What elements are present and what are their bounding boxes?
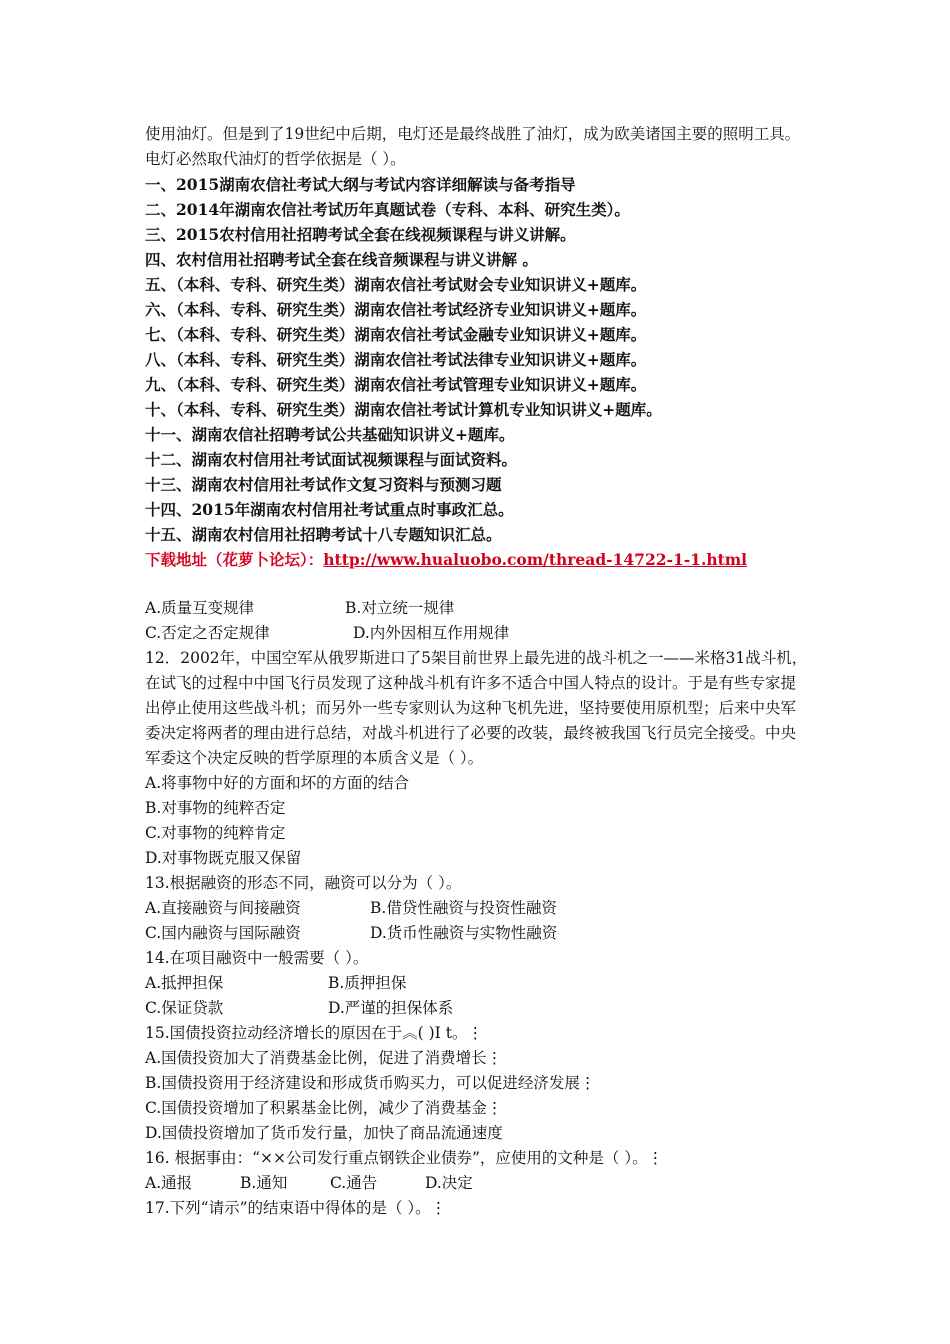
promo-item-3: 三、2015农村信用社招聘考试全套在线视频课程与讲义讲解。 bbox=[145, 225, 576, 244]
q16-stem: 16. 根据事由：“××公司发行重点钢铁企业债券”，应使用的文种是（ ）。⋮ bbox=[145, 1149, 664, 1167]
q12-stem: 12．2002年，中国空军从俄罗斯进口了5架目前世界上最先进的战斗机之一——米格31战斗机，在试飞的过程中中国飞行员发现了这种战斗机有许多不适合中国人特点的设计。于是有些专家提出停止使用这些战斗机；而另外一些专家则认为这种飞机先进，坚持要使用原机型；后来中央军委决定将两者的理由进行总结，对战斗机进行了必要的改装，最终被我国飞行员完全接受。中央军委这个决定反映的哲学原理的本质含义是（ ）。 bbox=[145, 649, 808, 767]
intro-paragraph: 使用油灯。但是到了19世纪中后期，电灯还是最终战胜了油灯，成为欧美诸国主要的照明工具。电灯必然取代油灯的哲学依据是（ ）。 bbox=[145, 125, 801, 168]
q11-option-d: D.内外因相互作用规律 bbox=[353, 624, 510, 642]
document-page bbox=[145, 122, 810, 1221]
promo-item-6: 六、（本科、专科、研究生类）湖南农信社考试经济专业知识讲义+题库。 bbox=[145, 300, 647, 319]
q16-option-a: A.通报 bbox=[145, 1174, 193, 1192]
q13-options-row-2 bbox=[145, 921, 810, 946]
download-line bbox=[145, 547, 810, 572]
spacer bbox=[145, 572, 810, 596]
promo-item-10: 十、（本科、专科、研究生类）湖南农信社考试计算机专业知识讲义+题库。 bbox=[145, 400, 662, 419]
promo-item-9: 九、（本科、专科、研究生类）湖南农信社考试管理专业知识讲义+题库。 bbox=[145, 375, 647, 394]
q14-option-d: D.严谨的担保体系 bbox=[328, 999, 454, 1017]
q15-option-a: A.国债投资加大了消费基金比例，促进了消费增长⋮ bbox=[145, 1049, 503, 1067]
q17-stem: 17.下列“请示”的结束语中得体的是（ ）。⋮ bbox=[145, 1199, 447, 1217]
q11-option-a: A.质量互变规律 bbox=[145, 599, 255, 617]
q14-option-b: B.质押担保 bbox=[328, 974, 407, 992]
q11-options-row-2 bbox=[145, 621, 810, 646]
q13-option-a: A.直接融资与间接融资 bbox=[145, 899, 301, 917]
q16-options-row bbox=[145, 1171, 810, 1196]
q15-option-d: D.国债投资增加了货币发行量，加快了商品流通速度 bbox=[145, 1124, 503, 1142]
promo-item-8: 八、（本科、专科、研究生类）湖南农信社考试法律专业知识讲义+题库。 bbox=[145, 350, 647, 369]
q13-option-d: D.货币性融资与实物性融资 bbox=[370, 924, 558, 942]
q14-options-row-2 bbox=[145, 996, 810, 1021]
q14-stem: 14.在项目融资中一般需要（ ）。 bbox=[145, 949, 369, 967]
promo-item-11: 十一、湖南农信社招聘考试公共基础知识讲义+题库。 bbox=[145, 425, 515, 444]
promo-item-7: 七、（本科、专科、研究生类）湖南农信社考试金融专业知识讲义+题库。 bbox=[145, 325, 647, 344]
promo-item-13: 十三、湖南农村信用社考试作文复习资料与预测习题 bbox=[145, 475, 502, 494]
promo-item-2: 二、2014年湖南农信社考试历年真题试卷（专科、本科、研究生类）。 bbox=[145, 200, 630, 219]
q13-options-row-1 bbox=[145, 896, 810, 921]
promo-item-5: 五、（本科、专科、研究生类）湖南农信社考试财会专业知识讲义+题库。 bbox=[145, 275, 647, 294]
q14-option-a: A.抵押担保 bbox=[145, 974, 224, 992]
q15-stem: 15.国债投资拉动经济增长的原因在于︽( )I t。⋮ bbox=[145, 1024, 483, 1042]
q11-option-b: B.对立统一规律 bbox=[345, 599, 455, 617]
q13-option-c: C.国内融资与国际融资 bbox=[145, 924, 301, 942]
q14-option-c: C.保证贷款 bbox=[145, 999, 224, 1017]
q12-option-a: A.将事物中好的方面和坏的方面的结合 bbox=[145, 774, 410, 792]
q16-option-d: D.决定 bbox=[425, 1174, 473, 1192]
q11-option-c: C.否定之否定规律 bbox=[145, 624, 270, 642]
q12-option-d: D.对事物既克服又保留 bbox=[145, 849, 302, 867]
q11-options-row-1 bbox=[145, 596, 810, 621]
promo-item-15: 十五、湖南农村信用社招聘考试十八专题知识汇总。 bbox=[145, 525, 502, 544]
promo-item-12: 十二、湖南农村信用社考试面试视频课程与面试资料。 bbox=[145, 450, 518, 469]
q16-option-b: B.通知 bbox=[240, 1174, 288, 1192]
promo-item-14: 十四、2015年湖南农村信用社考试重点时事政汇总。 bbox=[145, 500, 514, 519]
download-link[interactable]: http://www.hualuobo.com/thread-14722-1-1.html bbox=[323, 550, 748, 569]
q14-options-row-1 bbox=[145, 971, 810, 996]
q12-option-b: B.对事物的纯粹否定 bbox=[145, 799, 286, 817]
promo-list bbox=[145, 172, 810, 547]
promo-item-1: 一、2015湖南农信社考试大纲与考试内容详细解读与备考指导 bbox=[145, 175, 576, 194]
q15-option-c: C.国债投资增加了积累基金比例，减少了消费基金⋮ bbox=[145, 1099, 503, 1117]
q13-stem: 13.根据融资的形态不同，融资可以分为（ ）。 bbox=[145, 874, 462, 892]
download-label: 下载地址（花萝卜论坛）： bbox=[145, 550, 324, 569]
q15-option-b: B.国债投资用于经济建设和形成货币购买力，可以促进经济发展⋮ bbox=[145, 1074, 596, 1092]
q12-option-c: C.对事物的纯粹肯定 bbox=[145, 824, 286, 842]
q13-option-b: B.借贷性融资与投资性融资 bbox=[370, 899, 557, 917]
q16-option-c: C.通告 bbox=[330, 1174, 378, 1192]
promo-item-4: 四、农村信用社招聘考试全套在线音频课程与讲义讲解 。 bbox=[145, 250, 538, 269]
